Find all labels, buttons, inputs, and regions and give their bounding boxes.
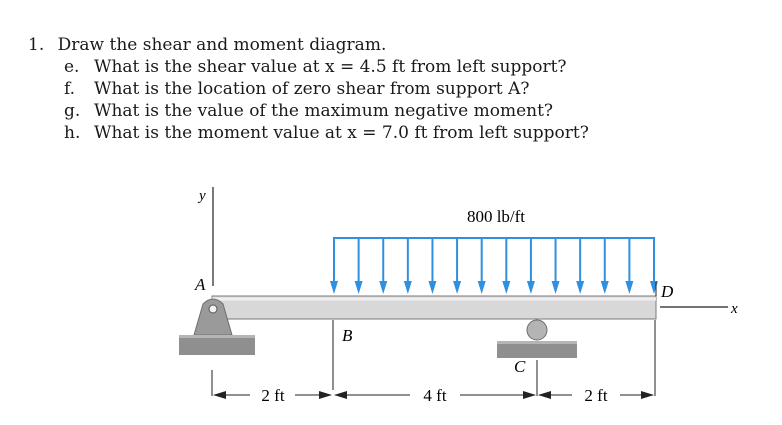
question-text: What is the moment value at x = 7.0 ft from left support? (94, 123, 589, 143)
load-arrow-head (576, 281, 584, 294)
question-letter: f. (64, 79, 76, 99)
load-arrow-head (527, 281, 535, 294)
load-arrow-head (650, 281, 658, 294)
label-c: C (514, 357, 526, 376)
label-a: A (195, 275, 206, 294)
load-arrow-head (502, 281, 510, 294)
load-arrow-head (552, 281, 560, 294)
dim-label-1: 2 ft (261, 386, 285, 405)
pin-a-circle (209, 305, 217, 313)
question-letter: h. (64, 123, 81, 143)
ground-c-top (497, 341, 577, 344)
x-axis-label: x (731, 301, 738, 317)
problem-number: 1. (28, 35, 45, 55)
y-axis-label: y (199, 188, 206, 204)
question-text: What is the shear value at x = 4.5 ft from left support? (94, 57, 567, 77)
dim-label-3: 2 ft (584, 386, 608, 405)
dim-label-2: 4 ft (423, 386, 447, 405)
roller-support-c (527, 320, 547, 340)
question-letter: g. (64, 101, 81, 121)
label-d: D (661, 282, 674, 301)
load-label: 800 lb/ft (466, 207, 526, 226)
load-arrow-head (601, 281, 609, 294)
load-arrow-head (453, 281, 461, 294)
question-letter: e. (64, 57, 80, 77)
load-arrow-head (478, 281, 486, 294)
load-arrow-head (404, 281, 412, 294)
ground-a-top (179, 335, 255, 338)
problem-title: Draw the shear and moment diagram. (57, 35, 387, 55)
question-text: What is the value of the maximum negative moment? (94, 101, 554, 121)
load-arrow-head (428, 281, 436, 294)
load-arrow-head (625, 281, 633, 294)
question-text: What is the location of zero shear from support A? (94, 79, 530, 99)
load-arrow-head (379, 281, 387, 294)
load-arrow-head (355, 281, 363, 294)
load-arrow-head (330, 281, 338, 294)
label-b: B (342, 326, 353, 345)
distributed-load-arrows (330, 238, 658, 294)
